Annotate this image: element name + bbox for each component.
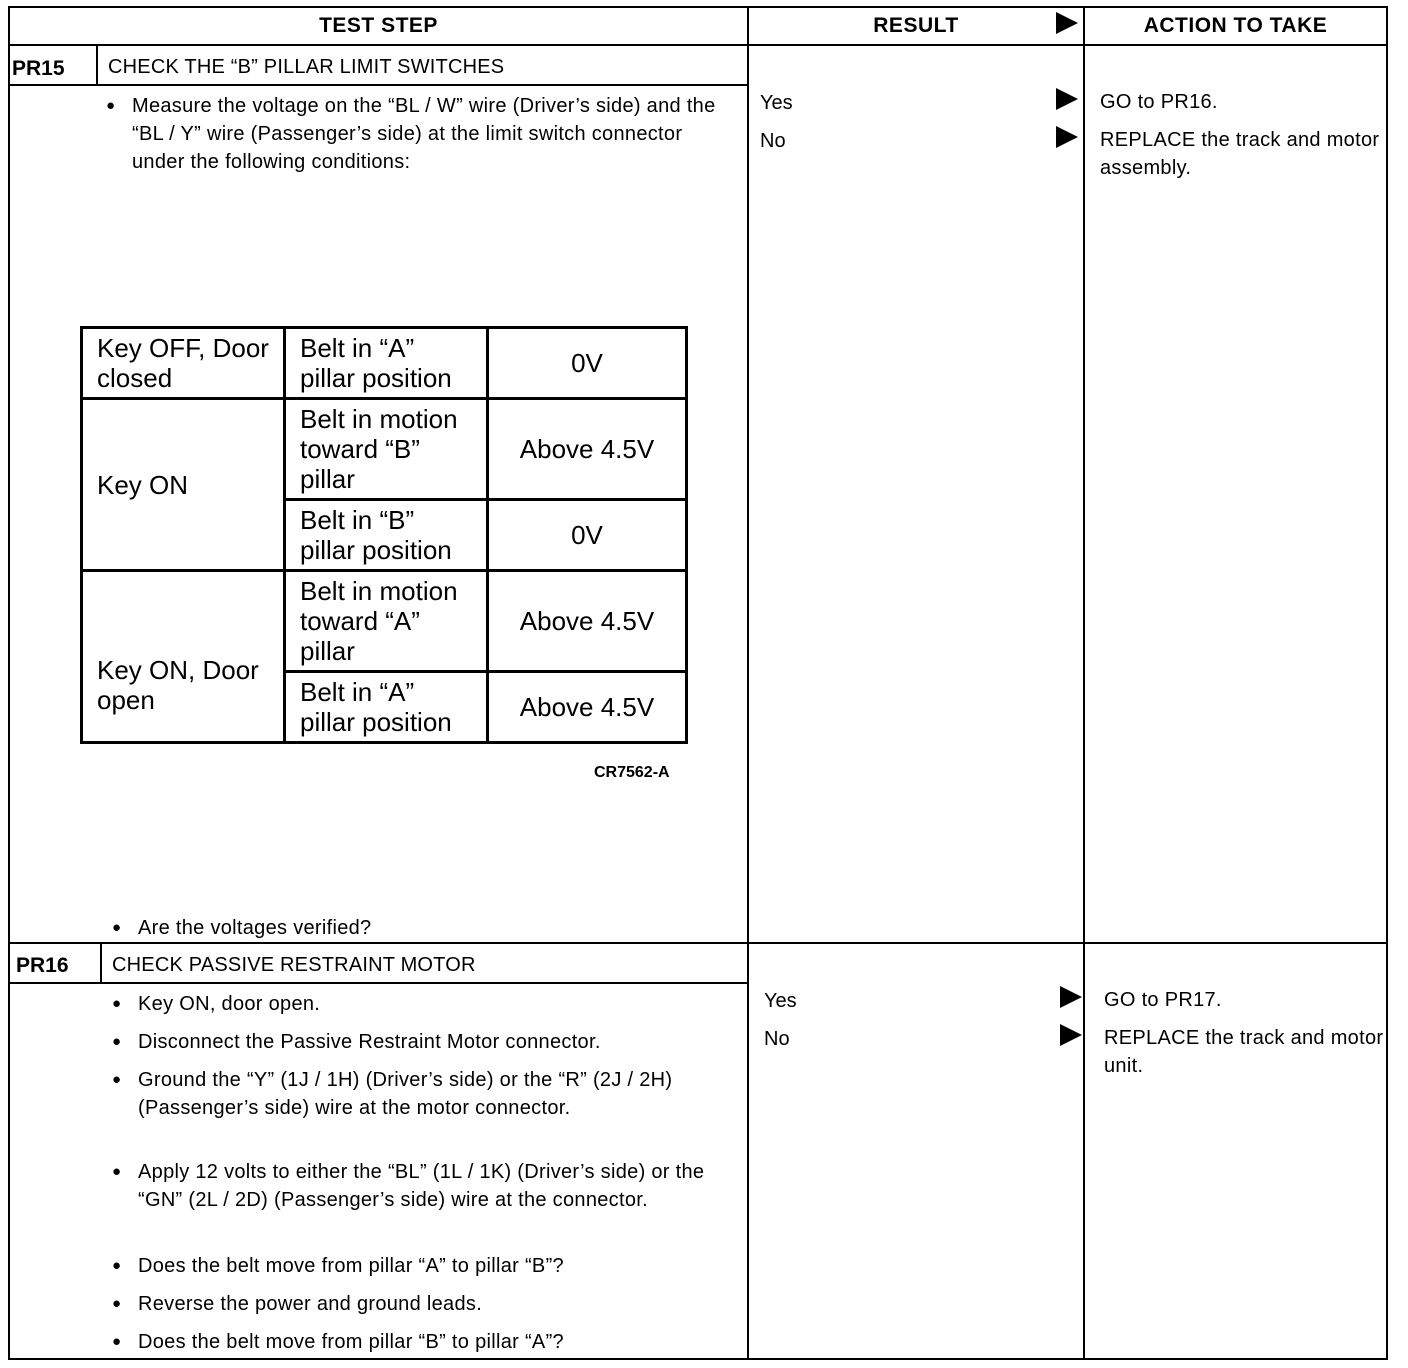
action-yes: GO to PR17. [1104, 989, 1222, 1011]
voltage-cell: 0V [488, 328, 687, 399]
arrow-icon [1060, 1024, 1082, 1046]
voltage-cell: 0V [488, 500, 687, 571]
action-no: REPLACE the track and motor unit. [1104, 1027, 1384, 1077]
test-step-table [8, 6, 1388, 1360]
header-action: ACTION TO TAKE [1143, 14, 1328, 37]
condition-cell: Key OFF, Door closed [82, 328, 285, 399]
arrow-icon [1056, 12, 1078, 34]
belt-cell: Belt in motion toward “A” pillar [285, 571, 488, 672]
belt-cell: Belt in “B” pillar position [285, 500, 488, 571]
pr15-bullet: ● Are the voltages verified? [112, 914, 738, 942]
result-no: No [764, 1028, 790, 1050]
step-id-pr15: PR15 [12, 57, 65, 80]
column-divider [1083, 8, 1085, 1358]
figure-id: CR7562-A [594, 764, 670, 781]
belt-cell: Belt in motion toward “B” pillar [285, 399, 488, 500]
step-title-pr16: CHECK PASSIVE RESTRAINT MOTOR [112, 954, 476, 976]
pr16-bullet: ● Ground the “Y” (1J / 1H) (Driver’s side) or the “R” (2J / 2H) (Passenger’s side) wire at the motor connector. [112, 1066, 738, 1122]
pr16-bullet: ● Does the belt move from pillar “B” to pillar “A”? [112, 1328, 738, 1356]
belt-cell: Belt in “A” pillar position [285, 328, 488, 399]
pr16-bullet: ● Does the belt move from pillar “A” to pillar “B”? [112, 1252, 738, 1280]
voltage-row [82, 571, 687, 672]
pr16-bullet: ● Apply 12 volts to either the “BL” (1L / 1K) (Driver’s side) or the “GN” (2L / 2D) (Passenger’s side) wire at the connector. [112, 1158, 748, 1214]
header-test-step: TEST STEP [319, 14, 438, 37]
arrow-icon [1056, 88, 1078, 110]
pr16-bullet: ● Key ON, door open. [112, 990, 738, 1018]
step-id-divider [100, 944, 102, 982]
condition-cell: Key ON, Door open [82, 571, 285, 743]
action-yes: GO to PR16. [1100, 91, 1218, 113]
arrow-icon [1060, 986, 1082, 1008]
column-divider [747, 8, 749, 1358]
voltage-cell: Above 4.5V [488, 571, 687, 672]
result-yes: Yes [760, 92, 793, 114]
step-id-divider [96, 46, 98, 84]
action-no: REPLACE the track and motor assembly. [1100, 129, 1380, 179]
voltage-table [80, 326, 688, 744]
voltage-cell: Above 4.5V [488, 672, 687, 743]
voltage-cell: Above 4.5V [488, 399, 687, 500]
step-title-divider [10, 982, 747, 984]
pr16-bullet: ● Disconnect the Passive Restraint Motor connector. [112, 1028, 738, 1056]
voltage-row [82, 328, 687, 399]
condition-cell: Key ON [82, 399, 285, 571]
pr15-bullet: ● Measure the voltage on the “BL / W” wire (Driver’s side) and the “BL / Y” wire (Passenger’s side) at the limit switch connector under the following conditions: [106, 92, 732, 176]
header-result: RESULT [873, 14, 959, 37]
step-divider [10, 942, 1386, 944]
step-title-divider [10, 84, 747, 86]
result-no: No [760, 130, 786, 152]
header-divider [10, 44, 1386, 46]
belt-cell: Belt in “A” pillar position [285, 672, 488, 743]
voltage-row [82, 399, 687, 500]
step-id-pr16: PR16 [16, 954, 69, 977]
step-title-pr15: CHECK THE “B” PILLAR LIMIT SWITCHES [108, 56, 505, 78]
arrow-icon [1056, 126, 1078, 148]
result-yes: Yes [764, 990, 797, 1012]
pr16-bullet: ● Reverse the power and ground leads. [112, 1290, 738, 1318]
